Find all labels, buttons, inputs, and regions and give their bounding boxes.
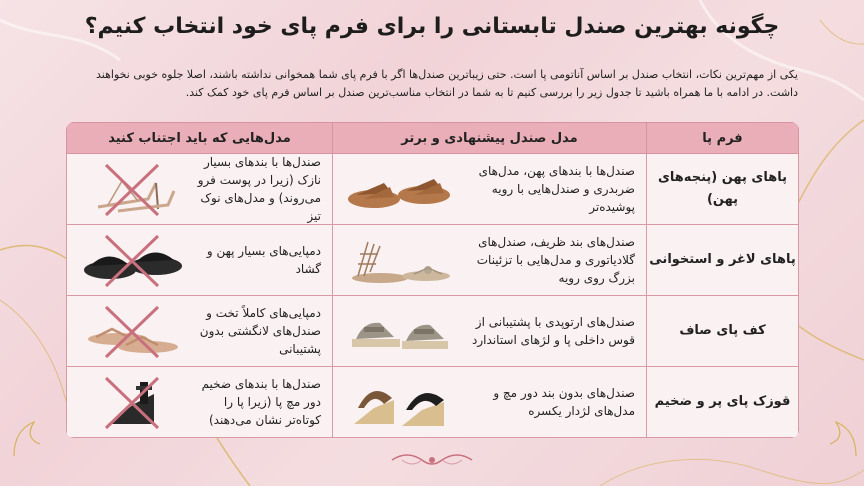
avoid-text: صندل‌ها با بندهای بسیار نازک (زیرا در پوست فرو می‌روند) و مدل‌های نوک تیز [197,155,321,223]
corner-ornament-icon [810,410,860,460]
avoid-cell [67,296,333,367]
sandal-guide-table [66,122,799,438]
foot-shape-cell: قوزک پای پر و ضخیم [647,367,799,438]
recommended-cell [333,154,647,225]
page-title: چگونه بهترین صندل تابستانی را برای فرم پای خود انتخاب کنیم؟ [84,14,780,39]
avoid-text: دمپایی‌های بسیار پهن و گشاد [206,244,321,276]
flip-flop-crossed-icon [78,303,188,359]
avoid-cell [67,367,333,438]
header-recommended: مدل صندل پیشنهادی و برتر [333,123,647,154]
gladiator-sandal-icon [344,232,454,288]
table-row [67,154,799,225]
table-header-row [67,123,799,154]
bottom-ornament-icon [382,450,482,470]
recommended-text: صندل‌های ارتوپدی با پشتیبانی از قوس داخلی پا و لژهای استاندارد [472,315,635,347]
header-avoid: مدل‌هایی که باید اجتناب کنید [67,123,333,154]
wide-slipper-crossed-icon [78,232,188,288]
recommended-cell [333,367,647,438]
avoid-text: صندل‌ها با بندهای ضخیم دور مچ پا (زیرا پا را کوتاه‌تر نشان می‌دهند) [201,377,321,427]
foot-shape-cell: پاهای لاغر و استخوانی [647,225,799,296]
table-row [67,225,799,296]
recommended-text: صندل‌ها با بندهای پهن، مدل‌های ضربدری و صندل‌هایی با رویه پوشیده‌تر [478,164,635,214]
recommended-cell [333,296,647,367]
thin-strap-heel-crossed-icon [78,161,188,217]
intro-paragraph: یکی از مهم‌ترین نکات، انتخاب صندل بر اساس آناتومی پا است. حتی زیباترین صندل‌ها اگر با فرم پای شما همخوانی نداشته باشند، اصلا جلوه خوبی نخواهند داشت. در ادامه با ما همراه باشید تا جدول زیر را بررسی کنیم تا به شما در انتخاب مناسب‌ترین صندل بر اساس فرم پای خود کمک کند. [96,68,798,99]
avoid-cell [67,225,333,296]
brown-slide-sandal-icon [344,161,454,217]
table-row [67,296,799,367]
recommended-cell [333,225,647,296]
header-foot-shape: فرم پا [647,123,799,154]
recommended-text: صندل‌های بدون بند دور مچ و مدل‌های لژدار یکسره [493,386,635,418]
ankle-strap-heel-crossed-icon [78,374,188,430]
foot-shape-cell: کف پای صاف [647,296,799,367]
recommended-text: صندل‌های بند ظریف، صندل‌های گلادیاتوری و مدل‌هایی با تزئینات بزرگ روی رویه [476,235,635,285]
corner-ornament-icon [10,410,60,460]
foot-shape-cell: پاهای پهن (پنجه‌های پهن) [647,154,799,225]
avoid-text: دمپایی‌های کاملاً تخت و صندل‌های لانگشتی بدون پشتیبانی [199,306,321,356]
table-row [67,367,799,438]
orthopedic-sandal-icon [344,303,454,359]
wedge-sandal-icon [344,374,454,430]
avoid-cell [67,154,333,225]
